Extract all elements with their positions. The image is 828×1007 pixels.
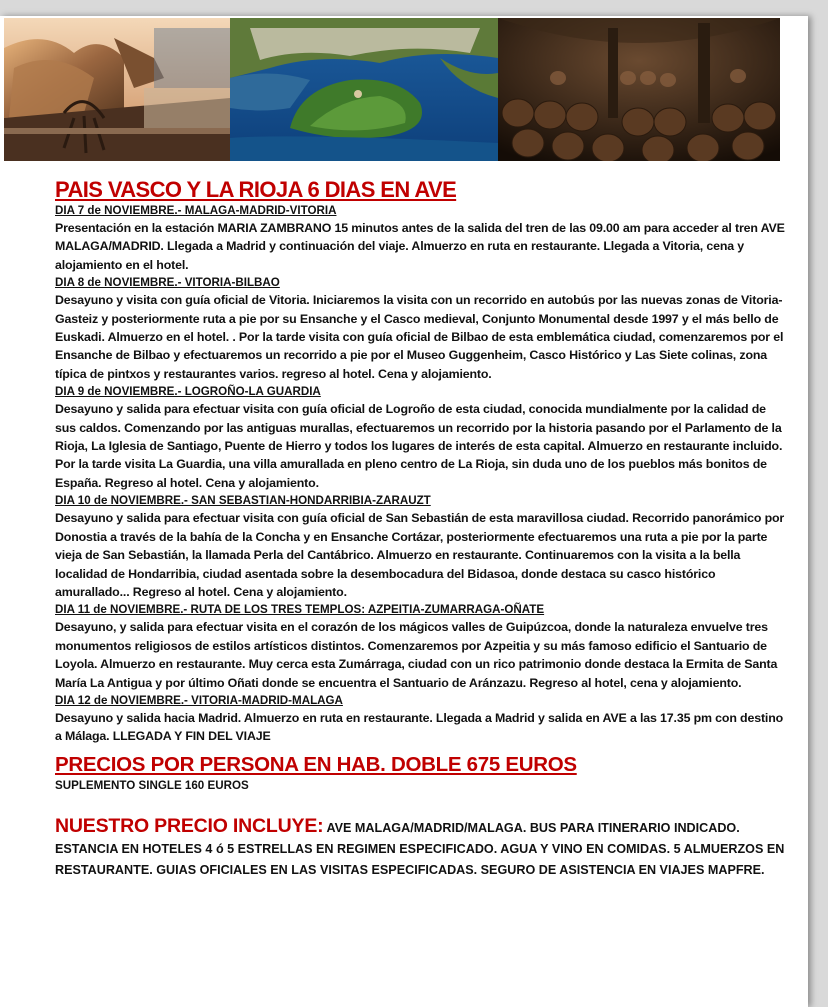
day-heading: DIA 9 de NOVIEMBRE.- LOGROÑO-LA GUARDIA [55,385,321,399]
day-heading: DIA 8 de NOVIEMBRE.- VITORIA-BILBAO [55,276,280,290]
day-description: Desayuno, y salida para efectuar visita en el corazón de los mágicos valles de Guipúzcoa, donde la naturaleza envuelve tres monumentos religiosos de estilos artísticos distintos. Comenzaremos por Azpeitia y su más famoso edificio el Santuario de Loyola. Almuerzo en restaurante. Muy cerca esta Zumárraga, ciudad con un rico patrimonio donde destaca la Ermita de Santa María La Antigua y por último Oñati donde se encuentra el Santuario de Aránzazu. Regreso al hotel, cena y alojamiento. [55,620,778,690]
single-supplement: SUPLEMENTO SINGLE 160 EUROS [55,778,249,792]
san-sebastian-bay-photo [230,18,498,161]
rioja-wine-cellar-photo [498,18,780,161]
day-description: Desayuno y salida hacia Madrid. Almuerzo en ruta en restaurante. Llegada a Madrid y salida en AVE a las 17.35 pm con destino a Málaga. LLEGADA Y FIN DEL VIAJE [55,710,784,744]
brochure-page [0,16,808,1007]
day-heading: DIA 7 de NOVIEMBRE.- MALAGA-MADRID-VITORIA [55,204,337,217]
day-heading: DIA 10 de NOVIEMBRE.- SAN SEBASTIAN-HONDARRIBIA-ZARAUZT [55,494,431,508]
day-description: Desayuno y visita con guía oficial de Vitoria. Iniciaremos la visita con un recorrido en autobús por las nuevas zonas de Vitoria-Gasteiz y posteriormente ruta a pie por su Ensanche y el Casco medieval, Conjunto Monumental desde 1997 y el más bello de Euskadi. Almuerzo en el hotel. . Por la tarde visita con guía oficial de Bilbao de esta emblemática ciudad, comenzaremos por el Ensanche de Bilbao y efectuaremos un recorrido a pie por el Museo Guggenheim, Casco Histórico y Las Siete colinas, zona típica de pintxos y restaurantes varios. regreso al hotel. Cena y alojamiento. [55,293,784,381]
day-heading: DIA 11 de NOVIEMBRE.- RUTA DE LOS TRES TEMPLOS: AZPEITIA-ZUMARRAGA-OÑATE [55,603,545,617]
price-includes-colon: : [317,814,324,837]
price-includes [55,816,785,881]
price-includes-heading: NUESTRO PRECIO INCLUYE [55,814,318,837]
day-description: Presentación en la estación MARIA ZAMBRANO 15 minutos antes de la salida del tren de las 09.00 am para acceder al tren AVE MALAGA/MADRID. Llegada a Madrid y continuación del viaje. Almuerzo en ruta en restaurante. Llegada a Vitoria, cena y alojamiento en el hotel. [55,221,785,272]
day-description: Desayuno y salida para efectuar visita con guía oficial de San Sebastián de esta maravillosa ciudad. Recorrido panorámico por Donostia a través de la bahía de la Concha y en Ensanche Cortázar, posteriormente efectuaremos una ruta a pie por la parte vieja de San Sebastián, la llamada Perla del Cantábrico. Almuerzo en restaurante. Continuaremos con la visita a la bella localidad de Hondarribia, ciudad asentada sobre la desembocadura del Bidasoa, donde destaca su casco histórico amurallado... Regreso al hotel. Cena y alojamiento. [55,511,785,599]
price-per-person: PRECIOS POR PERSONA EN HAB. DOBLE 675 EUROS [55,752,577,776]
day-heading: DIA 12 de NOVIEMBRE.- VITORIA-MADRID-MALAGA [55,693,343,707]
guggenheim-bilbao-photo [4,18,230,161]
photo-banner [4,18,780,161]
trip-title: PAIS VASCO Y LA RIOJA 6 DIAS EN AVE [55,177,457,202]
day-description: Desayuno y salida para efectuar visita con guía oficial de Logroño de esta ciudad, conocida mundialmente por la calidad de sus caldos. Comenzando por las antiguas murallas, efectuaremos un recorrido por la historia pasando por el Parlamento de la Rioja, La Iglesia de Santiago, Puente de Hierro y todos los lugares de interés de esta capital. Almuerzo en restaurante incluido. Por la tarde visita La Guardia, una villa amurallada en pleno centro de La Rioja, sin duda uno de los pueblos más bonitos de España. Regreso al hotel. Cena y alojamiento. [55,402,783,490]
price-includes-text: AVE MALAGA/MADRID/MALAGA. BUS PARA ITINERARIO INDICADO. ESTANCIA EN HOTELES 4 ó 5 ESTRELLAS EN REGIMEN ESPECIFICADO. AGUA Y VINO EN COMIDAS. 5 ALMUERZOS EN RESTAURANTE. GUIAS OFICIALES EN LAS VISITAS ESPECIFICADAS. SEGURO DE ASISTENCIA EN VIAJES MAPFRE. [55,820,785,877]
itinerary-content [55,176,785,881]
